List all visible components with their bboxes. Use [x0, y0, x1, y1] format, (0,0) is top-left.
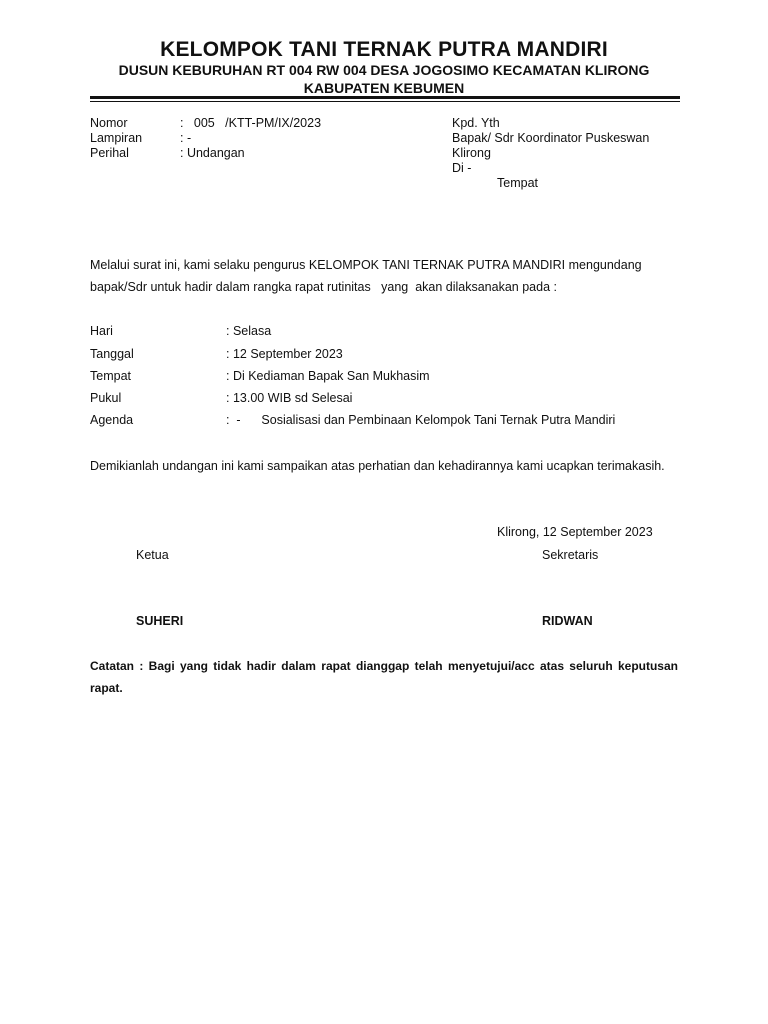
intro-line-1: Melalui surat ini, kami selaku pengurus KELOMPOK TANI TERNAK PUTRA MANDIRI mengundang [90, 258, 642, 272]
intro-line-2: bapak/Sdr untuk hadir dalam rangka rapat rutinitas yang akan dilaksanakan pada : [90, 280, 557, 294]
left-signer-name: SUHERI [136, 614, 184, 628]
perihal-value: : Undangan [180, 146, 245, 160]
closing-paragraph: Demikianlah undangan ini kami sampaikan atas perhatian dan kehadirannya kami ucapkan terimakasih. [90, 459, 665, 473]
detail-value-agenda: : - Sosialisasi dan Pembinaan Kelompok Tani Ternak Putra Mandiri [226, 413, 616, 427]
detail-value-tanggal: : 12 September 2023 [226, 347, 343, 361]
recipient-line-3: Klirong [452, 146, 491, 160]
detail-value-tempat: : Di Kediaman Bapak San Mukhasim [226, 369, 430, 383]
right-signer-name: RIDWAN [542, 614, 593, 628]
nomor-label: Nomor [90, 116, 128, 130]
perihal-label: Perihal [90, 146, 129, 160]
detail-value-hari: : Selasa [226, 324, 272, 338]
lampiran-value: : - [180, 131, 192, 145]
detail-value-pukul: : 13.00 WIB sd Selesai [226, 391, 353, 405]
detail-label-tanggal: Tanggal [90, 347, 134, 361]
address-line-2: KABUPATEN KEBUMEN [303, 80, 465, 96]
header-rule-thin [90, 101, 680, 102]
place-date: Klirong, 12 September 2023 [497, 525, 653, 539]
lampiran-label: Lampiran [90, 131, 143, 145]
detail-label-hari: Hari [90, 324, 113, 338]
recipient-line-1: Kpd. Yth [452, 116, 500, 130]
header-rule-thick [90, 96, 680, 99]
org-name: KELOMPOK TANI TERNAK PUTRA MANDIRI [160, 38, 608, 61]
detail-label-tempat: Tempat [90, 369, 131, 383]
recipient-line-4: Di - [452, 161, 472, 175]
recipient-line-2: Bapak/ Sdr Koordinator Puskeswan [452, 131, 650, 145]
recipient-line-5: Tempat [497, 176, 538, 190]
note-paragraph: Catatan : Bagi yang tidak hadir dalam rapat dianggap telah menyetujui/acc atas seluruh keputusan rapat. [90, 659, 678, 695]
right-signer-title: Sekretaris [542, 548, 599, 562]
nomor-value: : 005 /KTT-PM/IX/2023 [180, 116, 322, 130]
left-signer-title: Ketua [136, 548, 169, 562]
address-line-1: DUSUN KEBURUHAN RT 004 RW 004 DESA JOGOSIMO KECAMATAN KLIRONG [118, 62, 650, 78]
detail-label-pukul: Pukul [90, 391, 122, 405]
detail-label-agenda: Agenda [90, 413, 134, 427]
